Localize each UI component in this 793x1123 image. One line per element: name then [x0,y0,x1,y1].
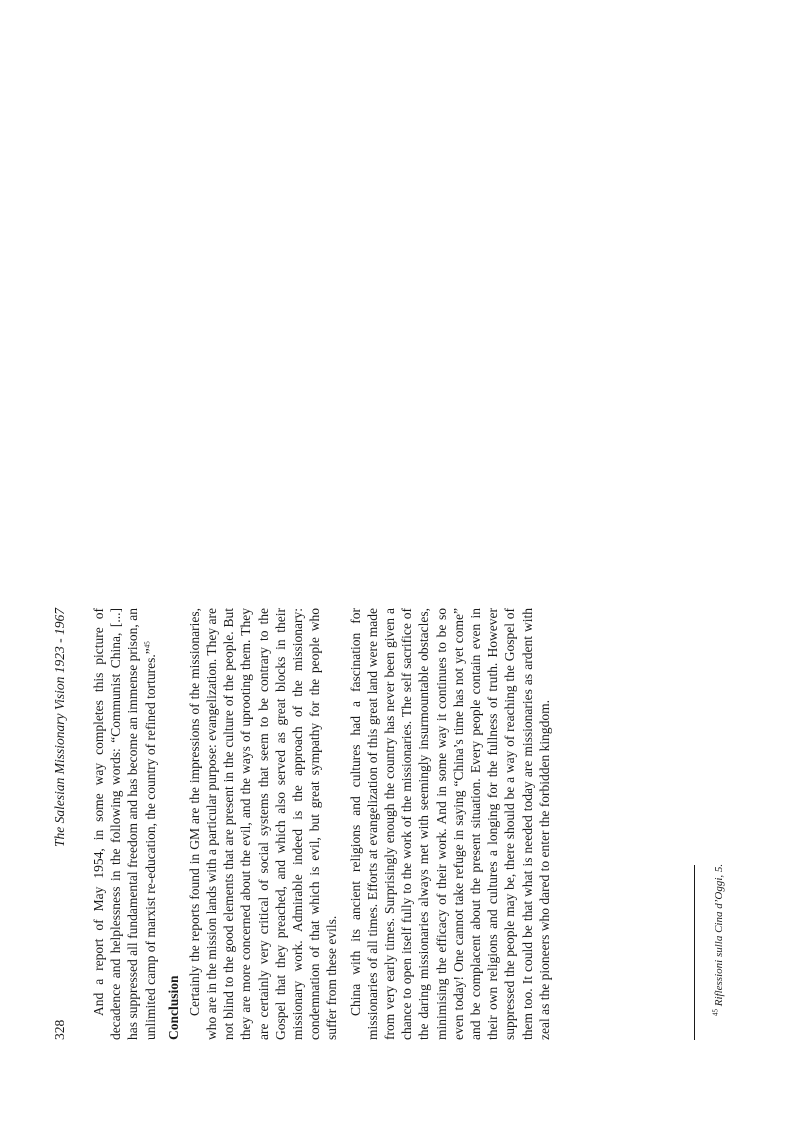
running-title: The Salesian Missionary Vision 1923 - 1967 [52,608,67,847]
footnote-divider [694,865,695,1040]
paragraph-report-1954 [90,608,159,1040]
paragraph-conclusion-1: Certainly the reports found in GM are the impressions of the missionaries, who are in the mission lands with a particular purpose: evangelization. They are not blind to the good elements that are present in the culture of the people. But they are more concerned about the evil, and the ways of uprooting them. They are certainly very critical of social systems that seem to be contrary to the Gospel that they preached, and which also served as great blocks in their missionary work. Admirable indeed is the approach of the missionary: condemnation of that which is evil, but great sympathy for the people who suffer from these evils. [186,608,340,1040]
rotated-page-content [50,0,770,1040]
page-number: 328 [52,1019,67,1040]
footnote [712,608,726,1016]
section-heading-conclusion: Conclusion [165,975,181,1040]
paragraph-conclusion-2: China with its ancient religions and cultures had a fascination for missionaries of all times. Efforts at evangelization of this great land were made from very early times. Surprisingly enough the country has never been given a chance to open itself fully to the work of the missionaries. The self sacrifice of the daring missionaries always met with seemingly insurmountable obstacles, minimising the efficacy of their work. And in some way it continues to be so even today! One cannot take refuge in saying “China’s time has not yet come” and be complacent about the present situation. Every people contain even in their own religions and cultures a longing for the fullness of truth. However suppressed the people may be, there should be a way of reaching the Gospel of them too. It could be that what is needed today are missionaries as ardent with zeal as the pioneers who dared to enter the forbidden kingdom. [347,608,552,1040]
paragraph-text: And a report of May 1954, in some way completes this picture of decadence and helplessness in the following words: “Communist China, [...] has suppressed all fundamental freedom and has become an immense prison, an unlimited camp of marxist re-education, the country of refined tortures.” [91,608,158,1040]
footnote-text: Riflessioni sulla Cina d’Oggi, 5. [713,863,725,1007]
footnote-reference: 45 [143,641,152,649]
running-head [50,608,70,1040]
main-text [90,608,553,1040]
footnote-number: 45 [711,1009,720,1016]
